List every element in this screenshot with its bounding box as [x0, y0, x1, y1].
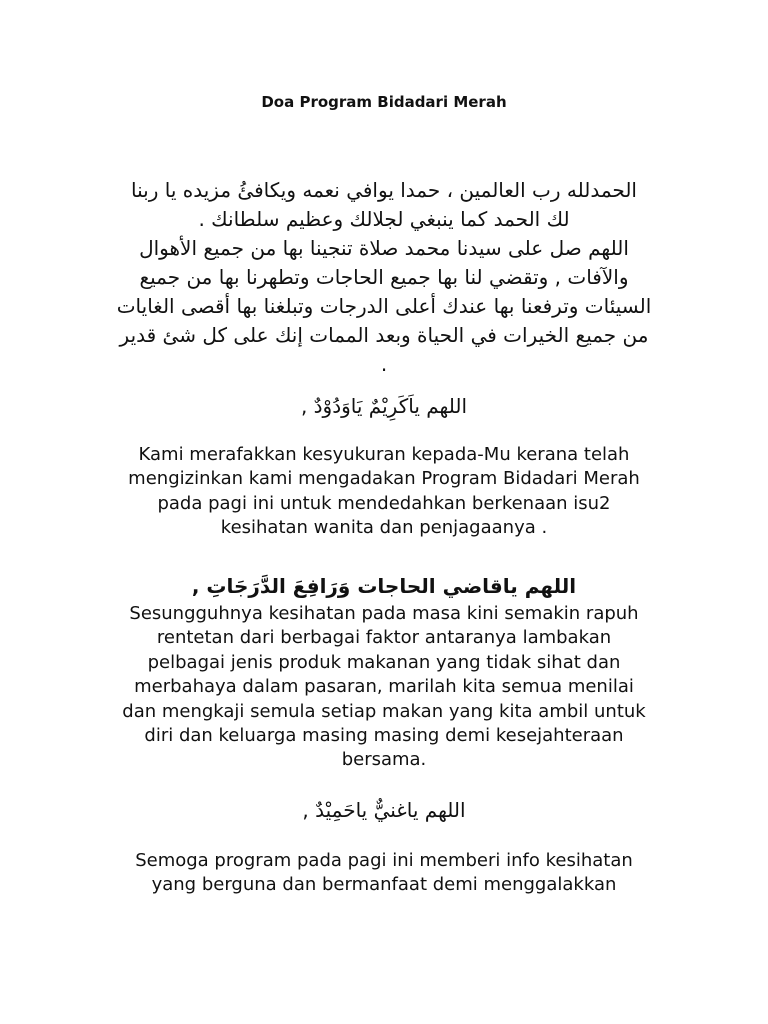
opening-prayer-line: من جميع الخيرات في الحياة وبعد الممات إنك على كل شئ قدير	[119, 323, 649, 347]
paragraph-line: bersama.	[341, 749, 427, 771]
opening-prayer-line: اللهم صل على سيدنا محمد صلاة تنجينا بها من جميع الأهوال	[139, 236, 629, 260]
paragraph-line: merbahaya dalam pasaran, marilah kita semua menilai	[134, 676, 634, 698]
opening-prayer-line: والآفات , وتقضي لنا بها جميع الحاجات وتطهرنا بها من جميع	[139, 265, 629, 289]
paragraph-line: Sesungguhnya kesihatan pada masa kini semakin rapuh	[129, 603, 639, 624]
document-title: Doa Program Bidadari Merah	[261, 93, 507, 111]
paragraph-line: kesihatan wanita dan penjagaanya .	[220, 517, 548, 539]
closing-paragraph	[60, 849, 708, 898]
paragraph-line: rentetan dari berbagai faktor antaranya lambakan	[156, 627, 612, 649]
health-paragraph	[60, 602, 708, 773]
paragraph-line: yang berguna dan bermanfaat demi menggalakkan	[151, 874, 617, 896]
opening-prayer-line: السيئات وترفعنا بها عندك أعلى الدرجات وتبلغنا بها أقصى الغايات	[116, 294, 652, 318]
opening-prayer-line: الحمدلله رب العالمين ، حمدا يوافي نعمه ويكافئُ مزيده يا ربنا	[131, 178, 637, 202]
opening-prayer-line: لك الحمد كما ينبغي لجلالك وعظيم سلطانك .	[198, 207, 570, 231]
paragraph-line: pelbagai jenis produk makanan yang tidak sihat dan	[147, 651, 621, 673]
paragraph-line: dan mengkaji semula setiap makan yang kita ambil untuk	[122, 700, 646, 722]
invocation-karim-wadud: اللهم ياَكَرِيْمٌ يَاوَدُوْدٌ ,	[300, 394, 468, 418]
gratitude-paragraph	[60, 443, 708, 541]
invocation-ghani-hamid: اللهم ياغنيٌّ ياحَمِيْدٌ ,	[302, 798, 466, 822]
paragraph-line: Semoga program pada pagi ini memberi info kesihatan	[135, 850, 633, 871]
invocation-qadi-hajat: اللهم ياقاضي الحاجات وَرَافِعَ الدَّرَجَاتِ ,	[191, 574, 577, 598]
paragraph-line: Kami merafakkan kesyukuran kepada-Mu kerana telah	[138, 444, 630, 465]
opening-prayer-line: .	[380, 352, 388, 376]
paragraph-line: pada pagi ini untuk mendedahkan berkenaan isu2	[157, 492, 611, 514]
paragraph-line: mengizinkan kami mengadakan Program Bidadari Merah	[128, 468, 640, 490]
opening-prayer	[80, 176, 688, 379]
paragraph-line: diri dan keluarga masing masing demi kesejahteraan	[144, 725, 624, 747]
